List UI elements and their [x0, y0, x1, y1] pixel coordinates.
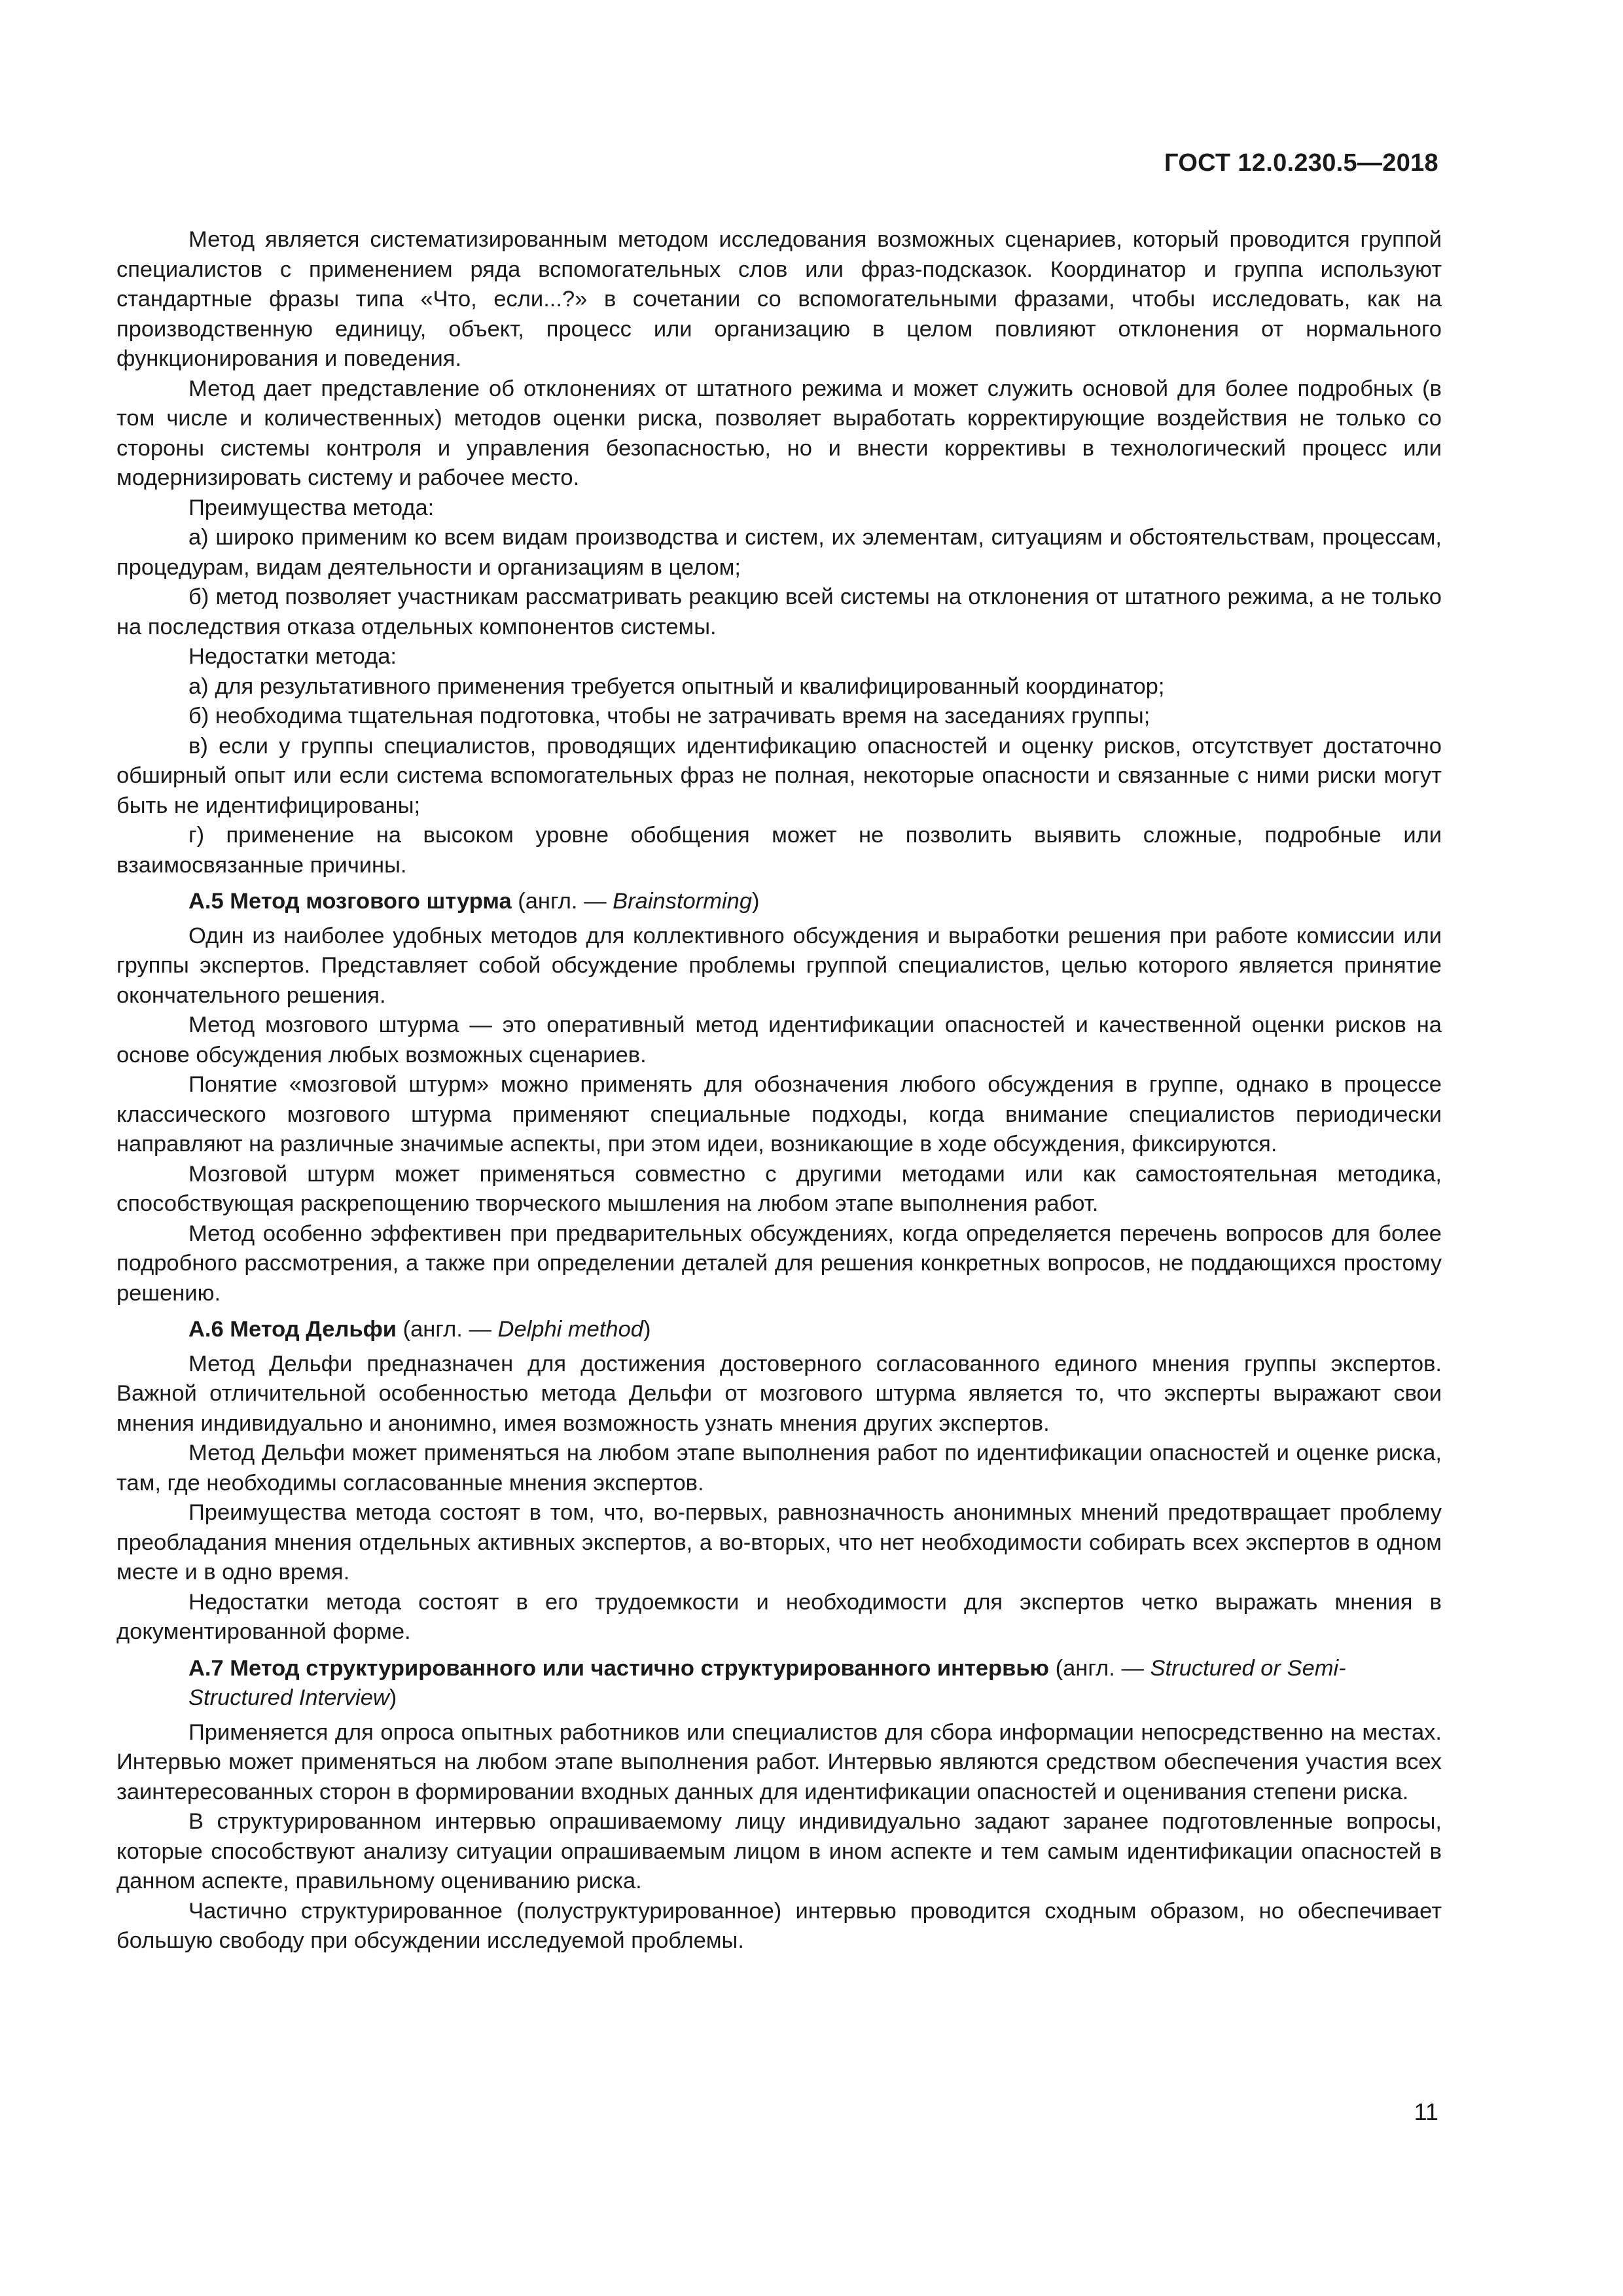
paragraph: Применяется для опроса опытных работников или специалистов для сбора информации непосредственно на местах. Интервью может применяться на любом этапе выполнения работ. Интервью являются средством обеспечения участия всех заинтересованных сторон в формировании входных данных для идентификации опасностей и оценивания степени риска. — [116, 1719, 1442, 1804]
section-eng-prefix: (англ. — — [1049, 1655, 1150, 1681]
section-eng-term: Delphi method — [497, 1317, 643, 1342]
paragraph: Понятие «мозговой штурм» можно применять для обозначения любого обсуждения в группе, однако в процессе классического мозгового штурма применяют специальные подходы, когда внимание специалистов периодически направляют на различные значимые аспекты, при этом идеи, возникающие в ходе обсуждения, фиксируются. — [116, 1072, 1442, 1157]
section-eng-prefix: (англ. — — [397, 1317, 498, 1342]
paragraph: Преимущества метода: — [188, 495, 435, 520]
section-eng-term: Structured or Semi-Structured Interview — [188, 1655, 1346, 1710]
paragraph: Метод Дельфи может применяться на любом этапе выполнения работ по идентификации опасностей и оценке риска, там, где необходимы согласованные мнения экспертов. — [116, 1441, 1442, 1496]
paragraph: Недостатки метода состоят в его трудоемкости и необходимости для экспертов четко выражать мнения в документированной форме. — [116, 1589, 1442, 1644]
paragraph: Один из наиболее удобных методов для коллективного обсуждения и выработки решения при работе комиссии или группы экспертов. Представляет собой обсуждение проблемы группой специалистов, целью которого является принятие окончательного решения. — [116, 923, 1442, 1008]
paragraph: Метод Дельфи предназначен для достижения достоверного согласованного единого мнения группы экспертов. Важной отличительной особенностью метода Дельфи от мозгового штурма является то, что эксперты выражают свои мнения индивидуально и анонимно, имея возможность узнать мнения других экспертов. — [116, 1351, 1442, 1436]
list-item: б) необходима тщательная подготовка, чтобы не затрачивать время на заседаниях группы; — [188, 704, 1150, 728]
section-eng-suffix: ) — [389, 1685, 397, 1710]
list-item: г) применение на высоком уровне обобщения может не позволить выявить сложные, подробные или взаимосвязанные причины. — [116, 823, 1442, 878]
section-title: А.6 Метод Дельфи — [188, 1317, 397, 1342]
section-eng-suffix: ) — [643, 1317, 651, 1342]
paragraph: Недостатки метода: — [188, 644, 397, 669]
section-eng-term: Brainstorming — [613, 889, 753, 914]
paragraph: Мозговой штурм может применяться совместно с другими методами или как самостоятельная методика, способствующая раскрепощению творческого мышления на любом этапе выполнения работ. — [116, 1161, 1442, 1216]
page-number: 11 — [1414, 2098, 1438, 2125]
section-title: А.5 Метод мозгового штурма — [188, 889, 512, 914]
page-content — [116, 225, 1442, 1956]
document-code: ГОСТ 12.0.230.5—2018 — [1164, 149, 1438, 177]
paragraph: В структурированном интервью опрашиваемому лицу индивидуально задают заранее подготовленные вопросы, которые способствуют анализу ситуации опрашиваемым лицом в ином аспекте и тем самым идентификации опасностей в данном аспекте, правильному оцениванию риска. — [116, 1809, 1442, 1893]
section-heading-a7 — [116, 1647, 1442, 1718]
paragraph: Преимущества метода состоят в том, что, во-первых, равнозначность анонимных мнений предотвращает проблему преобладания мнения отдельных активных экспертов, а во-вторых, что нет необходимости собирать всех экспертов в одном месте и в одно время. — [116, 1500, 1442, 1585]
list-item: в) если у группы специалистов, проводящих идентификацию опасностей и оценку рисков, отсутствует достаточно обширный опыт или если система вспомогательных фраз не полная, некоторые опасности и связанные с ними риски могут быть не идентифицированы; — [116, 733, 1442, 818]
section-eng-suffix: ) — [752, 889, 760, 914]
list-item: б) метод позволяет участникам рассматривать реакцию всей системы на отклонения от штатного режима, а не только на последствия отказа отдельных компонентов системы. — [116, 584, 1442, 639]
paragraph: Метод дает представление об отклонениях от штатного режима и может служить основой для более подробных (в том числе и количественных) методов оценки риска, позволяет выработать корректирующие воздействия не только со стороны системы контроля и управления безопасностью, но и внести коррективы в технологический процесс или модернизировать систему и рабочее место. — [116, 376, 1442, 490]
paragraph: Метод особенно эффективен при предварительных обсуждениях, когда определяется перечень вопросов для более подробного рассмотрения, а также при определении деталей для решения конкретных вопросов, не поддающихся простому решению. — [116, 1221, 1442, 1306]
section-heading-a6 — [116, 1308, 1442, 1350]
section-eng-prefix: (англ. — — [511, 889, 613, 914]
paragraph: Метод является систематизированным методом исследования возможных сценариев, который проводится группой специалистов с применением ряда вспомогательных слов или фраз-подсказок. Координатор и группа используют стандартные фразы типа «Что, если...?» в сочетании со вспомогательными фразами, чтобы исследовать, как на производственную единицу, объект, процесс или организацию в целом повлияют отклонения от нормального функционирования и поведения. — [116, 227, 1442, 371]
list-item: а) для результативного применения требуется опытный и квалифицированный координатор; — [188, 673, 1165, 699]
list-item: а) широко применим ко всем видам производства и систем, их элементам, ситуациям и обстоятельствам, процессам, процедурам, видам деятельности и организациям в целом; — [116, 525, 1442, 580]
section-heading-a5 — [116, 880, 1442, 922]
section-title: А.7 Метод структурированного или частично структурированного интервью — [188, 1655, 1050, 1681]
paragraph: Частично структурированное (полуструктурированное) интервью проводится сходным образом, но обеспечивает большую свободу при обсуждении исследуемой проблемы. — [116, 1898, 1442, 1953]
paragraph: Метод мозгового штурма — это оперативный метод идентификации опасностей и качественной оценки рисков на основе обсуждения любых возможных сценариев. — [116, 1013, 1442, 1067]
